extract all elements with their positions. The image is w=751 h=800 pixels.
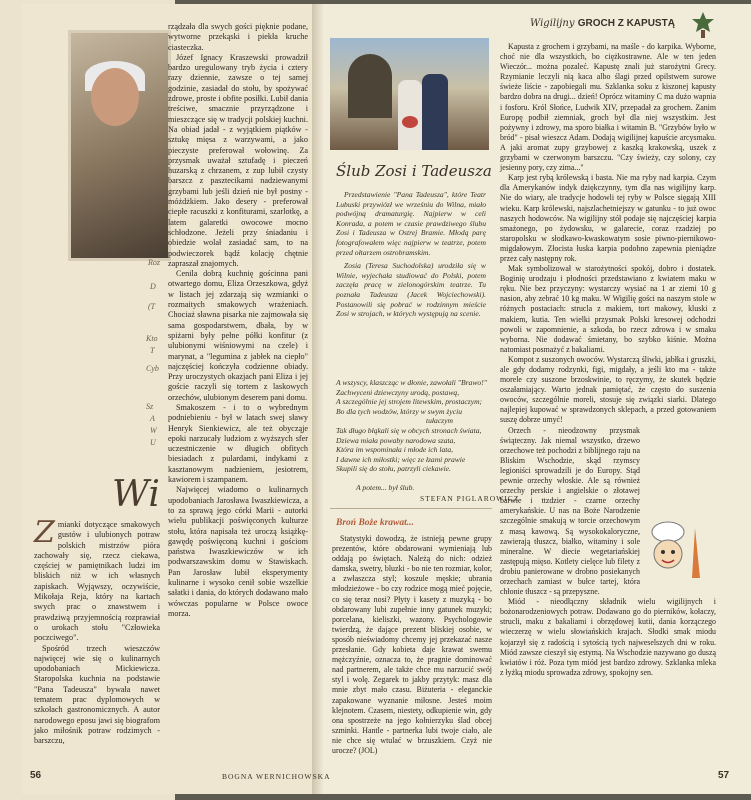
photo-groom xyxy=(422,74,448,150)
poem-line xyxy=(336,474,486,483)
paragraph: Statystyki dowodzą, że istnieją pewne grupy prezentów, które obdarowani wymieniają lub oddają po świętach. Należą do nich: odzież damska, swetry, bluzki - bo nie ten rozmiar, kolor, a zwłaszcza styl; koszule męskie; ubrania młodzieżowe - bo czy rodzice mogą mieć pojęcie, co się teraz nosi? Płyty i kasety z muzyką - bo obdarowany lubi zupełnie inny gatunek muzyki; porcelana, kieliszki, wazony. Psychologowie twierdzą, że dające prezent bliskiej osobie, w sposób nieświadomy chcemy jej przekazać nasze przesłanie. Gdy kobieta daje krawat swemu mężczyźnie, oznacza to, że pragnie dominować nad partnerem, ale także chce mu narzucić swój styl i wolę. Zegarek to jakby przytyk: masz dla mnie zbyt mało czasu. Biżuteria - eleganckie zapakowane wyznanie miłosne. Jesteś moim klejnotem. Czasem, niestety, odkupienie win, gdy ona spostrzeże na jego kołnierzyku ślad obcej szminki. Hantle - partnerka lubi twoje ciało, ale nie chce się wtulać w brzuszkiem. Czyż nie urocze? (JOL) xyxy=(332,534,492,755)
poem-line: Zachwyceni dziewczyny urodą, postawą, xyxy=(336,387,460,397)
poem-line: tułaczym xyxy=(426,416,453,426)
poem-line: Dziewa miała powaby narodowa szata, xyxy=(336,435,456,445)
wedding-title: Ślub Zosi i Tadeusza xyxy=(336,162,492,180)
page-gutter xyxy=(312,4,324,794)
portrait-illustration xyxy=(68,30,171,261)
under-fragment: A xyxy=(150,414,155,423)
left-column-2 xyxy=(168,22,308,619)
paragraph: Karp jest rybą królewską i basta. Nie ma ryby nad karpia. Czym dla Amerykanów indyk dziękczynny, tym dla nas wigilijny karp. Nie do wiary, ale tradycje hodowli tej ryby w Polsce sięgają XIII wieku. Karp królewski, najszlachetniejszy w gatunku - to już owoc naszych hodowców. Na wigilijny stół podaje się najczęściej karpia smażonego, po żydowsku, w galarecie, coraz rzadziej po staropolsku w słodkawo-kwaskowatym sosie piwno-piernikowo-migdałowym. Złocista łuska karpia podobno zapewnia pieniądze przez cały następny rok. xyxy=(500,173,716,263)
under-fragment: T xyxy=(150,346,155,355)
photo-bride xyxy=(398,80,422,150)
recipe-header-script: Wigilijny xyxy=(530,18,575,29)
recipe-header-bold: GROCH Z KAPUSTĄ xyxy=(577,18,675,29)
portrait-face xyxy=(91,68,139,126)
under-fragment: Roz xyxy=(148,258,160,267)
under-fragment: W xyxy=(150,426,157,435)
article-heading: Wi xyxy=(112,474,160,515)
paragraph: miankí dotyczące smakowych gustów i ulubionych potraw polskich mistrzów pióra zachowały się, rzecz ciekawa, częściej w pamiętnikach ludzi im bliskich niż w ich własnych zapiskach. Wyjąwszy, oczywiście, Mikołaja Reja, który na kartach swych prac o znawstwem i prawdziwą przyjemnością rozprawiał o urokach stołu "Człowieka poczciwego". xyxy=(34,520,160,643)
page-number-left: 56 xyxy=(30,770,42,781)
wedding-intro xyxy=(336,190,486,323)
under-fragment: D xyxy=(150,282,156,291)
drop-cap: Z xyxy=(34,515,55,550)
wedding-signature: STEFAN PIGLAROWICZ xyxy=(420,494,520,503)
poem-line: A wszyscy, klaszcząc w dłonie, zawołali "Brawo!" xyxy=(336,378,487,387)
paragraph: Zosia (Teresa Suchodolska) urodziła się w Wilnie, wyjechała studiować do Polski, potem zaczęła pracę w zielonogórskim teatrze. Tu poznała Tadeusza (Jacek Wojciechowski). Postanowili się pobrać w rodzinnym mieście Zosi w strojach, w których występują na scenie. xyxy=(336,261,486,319)
poem-line: A szczególnie jej strojem litewskim, prostaczym; xyxy=(336,397,483,407)
paragraph: Spośród trzech wieszczów najwięcej wie się o kulinarnych upodobaniach Mickiewicza. Staropolska kuchnia na podstawie "Pana Tadeusza" bywała nawet tematem prac dyplomowych w szkołach gastronomicznych. A autor narodowego eposu jawi się biografom jako miłośnik potraw rodzimych - barszczu, xyxy=(34,643,160,746)
under-fragment: Cyb xyxy=(146,364,159,373)
paragraph: rządzała dla swych gości pięknie podane, wytworne przekąski i piekła kruche ciasteczka. xyxy=(168,22,308,52)
poem-line: I dawne ich miłostki; więc ze łzami prawie xyxy=(336,454,466,464)
broh-body xyxy=(332,534,492,756)
broh-title: Broń Boże krawat... xyxy=(336,518,414,528)
poem-line: A potem... był ślub. xyxy=(356,482,415,492)
left-column-1 xyxy=(34,515,160,747)
recipe-header xyxy=(530,18,675,29)
paragraph: Kapusta z grochem i grzybami, na maśle - do karpika. Wyborne, choć nie dla wszystkich, bo ciężkostrawne. Ale w ten jeden Wieczór... można pozaleć. Kapustę znali już starożytni Grecy. Rzymianie leczyli nią kaca albo ślagi przed opilstwem surowe świeże liście - zapobiegali mu. Szklanka soku z kiszonej kapusty bardzo dobra na drugi... dzień! Oprócz witaminy C ma dużo wapnia i fosforu. Król Słońce, Ludwik XIV, przepadał za grochem. Zanim Europę podbił ziemniak, groch był dla niej wszystkim. Jest pożywny i zdrowy, ma sporo białka i witamin B. "Grzybów było w bród" - pisał wieszcz Adam. Dodają wigilijnej kapuście arcysmaku. A jaki aromat zupy grzybowej z kaszką krakowską, uszek z grzybami w czerwonym barszczu. "Czy świeży, czy solony, czy jesienny pory, czy zima..." xyxy=(500,42,716,173)
section-divider xyxy=(330,508,492,509)
under-fragment: U xyxy=(150,438,156,447)
paragraph: Smakoszem - i to o wybrednym podniebieniu - był w latach swej sławy Henryk Sienkiewicz, ale też obycząje epoki narzucały ludziom z wyższych sfer uczestniczenie w długich obfitych biesiadach z pulardami, indykami z kasztanowym nadzieniem, jesiotrem, kawiorem i szampanem. xyxy=(168,402,308,485)
photo-flowers xyxy=(402,116,418,128)
wedding-photo xyxy=(330,38,489,150)
poem-line: Bo dla tych wodzów, którzy w swym życiu xyxy=(336,406,462,416)
paragraph: Cenila dobrą kuchnię gościnna pani otwartego domu, Eliza Orzeszkowa, gdyż w listach jej zdarzają się wzmianki o rozmaitych smakowych wrażeniach. Chociaż sławna pisarka nie zajmowała się sama gospodarstwem, dbała, by w spiżarni były pełne półki konfitur (z ulubionymi wiśniowymi na czele) i marynat, a "legumina z jabłek na ciepło" najczęściej kończyła codzienne obiady. Przy uroczystych okazjach pani Eliza i jej goście raczyli się tortem z laskowych orzechów, ulubionym deserem pani domu. xyxy=(168,269,308,402)
under-fragment: Sz xyxy=(146,402,154,411)
wedding-poem xyxy=(336,378,486,493)
paragraph: Przedstawienie "Pana Tadeusza", które Teatr Lubuski przywiózł we wrześniu do Wilna, miało podwójną dramaturgię. Najpierw w celi Konrada, a potem w czasie prawdziwego ślubu Zosi i Tadeusza w Ostrej Bramie. Młodą parę fotografowałem więc najpierw w teatrze, potem przed ołtarzem ostrobramskim. xyxy=(336,190,486,257)
paragraph: Kompot z suszonych owoców. Wystarczą śliwki, jabłka i gruszki, ale gdy dodamy rodzynki, figi, migdały, a jeśli kto ma - także morele czy suszone brzoskwinie, to ręczymy, że skutek będzie oszałamiający. Warto jednak pamiętać, że często do suszenia owoców, szczególnie moreli, stosuje się związki siarki. Dlatego najlepiej kupować w sprawdzonych sklepach, a przed gotowaniem suszę dobrze umyć! xyxy=(500,354,716,425)
paragraph: Józef Ignacy Kraszewski prowadził bardzo uregulowany tryb życia i cztery razy dziennie, zawsze o tej samej godzinie, zasiadał do stołu, by spożywać zdrowe, proste i obfite posiłki. Lubił dania treściwe, smacznie przyrządzone i mieszczące się w tradycji polskiej kuchni. Na obiad jadał - z wyjątkiem piątków - sztukę mięsa z warzywami, a jako pieczyste preferował wołowinę. Za przysmak uważał sztufadę i pieczeń huzarską z chrzanem, z zup lubił czysty barszcz z pasztecikami nadziewanymi grzybami lub jeśli dzień nie był postny - móżdżkiem. Jako desery - preferował ciepłe racuszki z konfiturami, szarlotkę, a latem galaretki owocowe mocno schłodzone. Jeżeli przy śniadaniu i obiedzie wolał zasiadać sam, to na podwieczorek bądź kolację chętnie zapraszał znajomych. xyxy=(168,52,308,268)
chef-illustration-icon xyxy=(640,518,710,588)
under-fragment: (T xyxy=(148,302,156,311)
page-number-right: 57 xyxy=(718,770,730,781)
photo-gate xyxy=(348,54,392,118)
paragraph: Mak symbolizował w starożytności spokój, dobro i dostatek. Boginię urodzaju i płodności przedstawiano z kwiatem maku w ręku. Nie bez przyczyny: wystarczy wysiać na 1 ar ziemi 10 g nasion, aby zebrać 10 kg maku. W Wigilię gości na naszym stole w różnych postaciach: strucla z makiem, tort makowy, kluski z makiem, kutia. Ten wielki przysmak Polski kresowej odchodzi powoli w zapomnienie, a szkoda, bo rzecz zdrowa i w smaku wyborna. Nie dodawać śmietany, bo szybko kiśnie. Można natomiast posmażyć z bakaliami. xyxy=(500,264,716,354)
paragraph: Orzech - nieodzowny przysmak świąteczny. Jak niemal wszystko, drzewo orzechowe też pochodzi z biblijnego raju na Bliskim Wschodzie, skąd rzymscy legioniści sprowadzili je do Europy. Stąd pewnie orzechy włoskie. Ale są również orzechy perskie i angielskie o złotawej barwie i ttzdzier - czarne orzechy amerykańskie. U nas na Boże Narodzenie szczególnie smakują w torcie orzechowym z masą kawową. Są wysokokaloryczne, zawierają tłuszcz, białko, witaminy i sole mineralne. W diecie wegetariańskiej zastępują mięso. Kotlety cielęce lub filety z drobiu panierowane w drobno posiekanych orzechach zamiast w bułce tartej, która chłonie tłuszcz - są przepyszne. xyxy=(500,425,640,597)
paragraph: Miód - nieodłączny składnik wielu wigilijnych i bożonarodzeniowych potraw. Dodawano go do pierników, kołaczy, strucli, maku z bakaliami i obrzędowej kutii, dania korzączego wieczerzę w wielu słowiańskich krajach. Słodki smak miodu kojarzył się z radością i sytością tych najweselszych dni w roku. Miód zawsze cieszył się estymą. Na Wschodzie nazywano go duszą kwiatów i róż. Poza tym miód jest bardzo zdrowy. Szklanka mleka z łyżką miodu sprowadza zdrowy, spokojny sen. xyxy=(500,597,716,677)
poem-line: Tak długo błąkali się w obcych stronach świata, xyxy=(336,425,482,435)
under-fragment: Kto xyxy=(146,334,158,343)
poem-line: Skupili się do stołu, patrzyli ciekawie. xyxy=(336,464,451,474)
crest-icon xyxy=(688,10,718,40)
left-signature: BOGNA WERNICHOWSKA xyxy=(222,772,331,781)
poem-line: Która im wspominała i młode ich lata, xyxy=(336,445,454,455)
paragraph: Najwięcej wiadomo o kulinarnych upodobaniach Jarosława Iwaszkiewicza, a to za sprawą jego córki Marii - autorki wielu publikacji poświęconych kulturze stołu, która napisała też uroczą książkę-gawędę poświęconą kuchni i gościom państwa Iwaszkiewiczów w ich podwarszawskim domu w Stawiskach. Pan Jarosław lubił eksperymenty kulinarne i wysoko cenił sobie wszelkie sałatki i dania, do których dodawano mało wówczas popularne w Polsce owoce morza. xyxy=(168,485,308,618)
